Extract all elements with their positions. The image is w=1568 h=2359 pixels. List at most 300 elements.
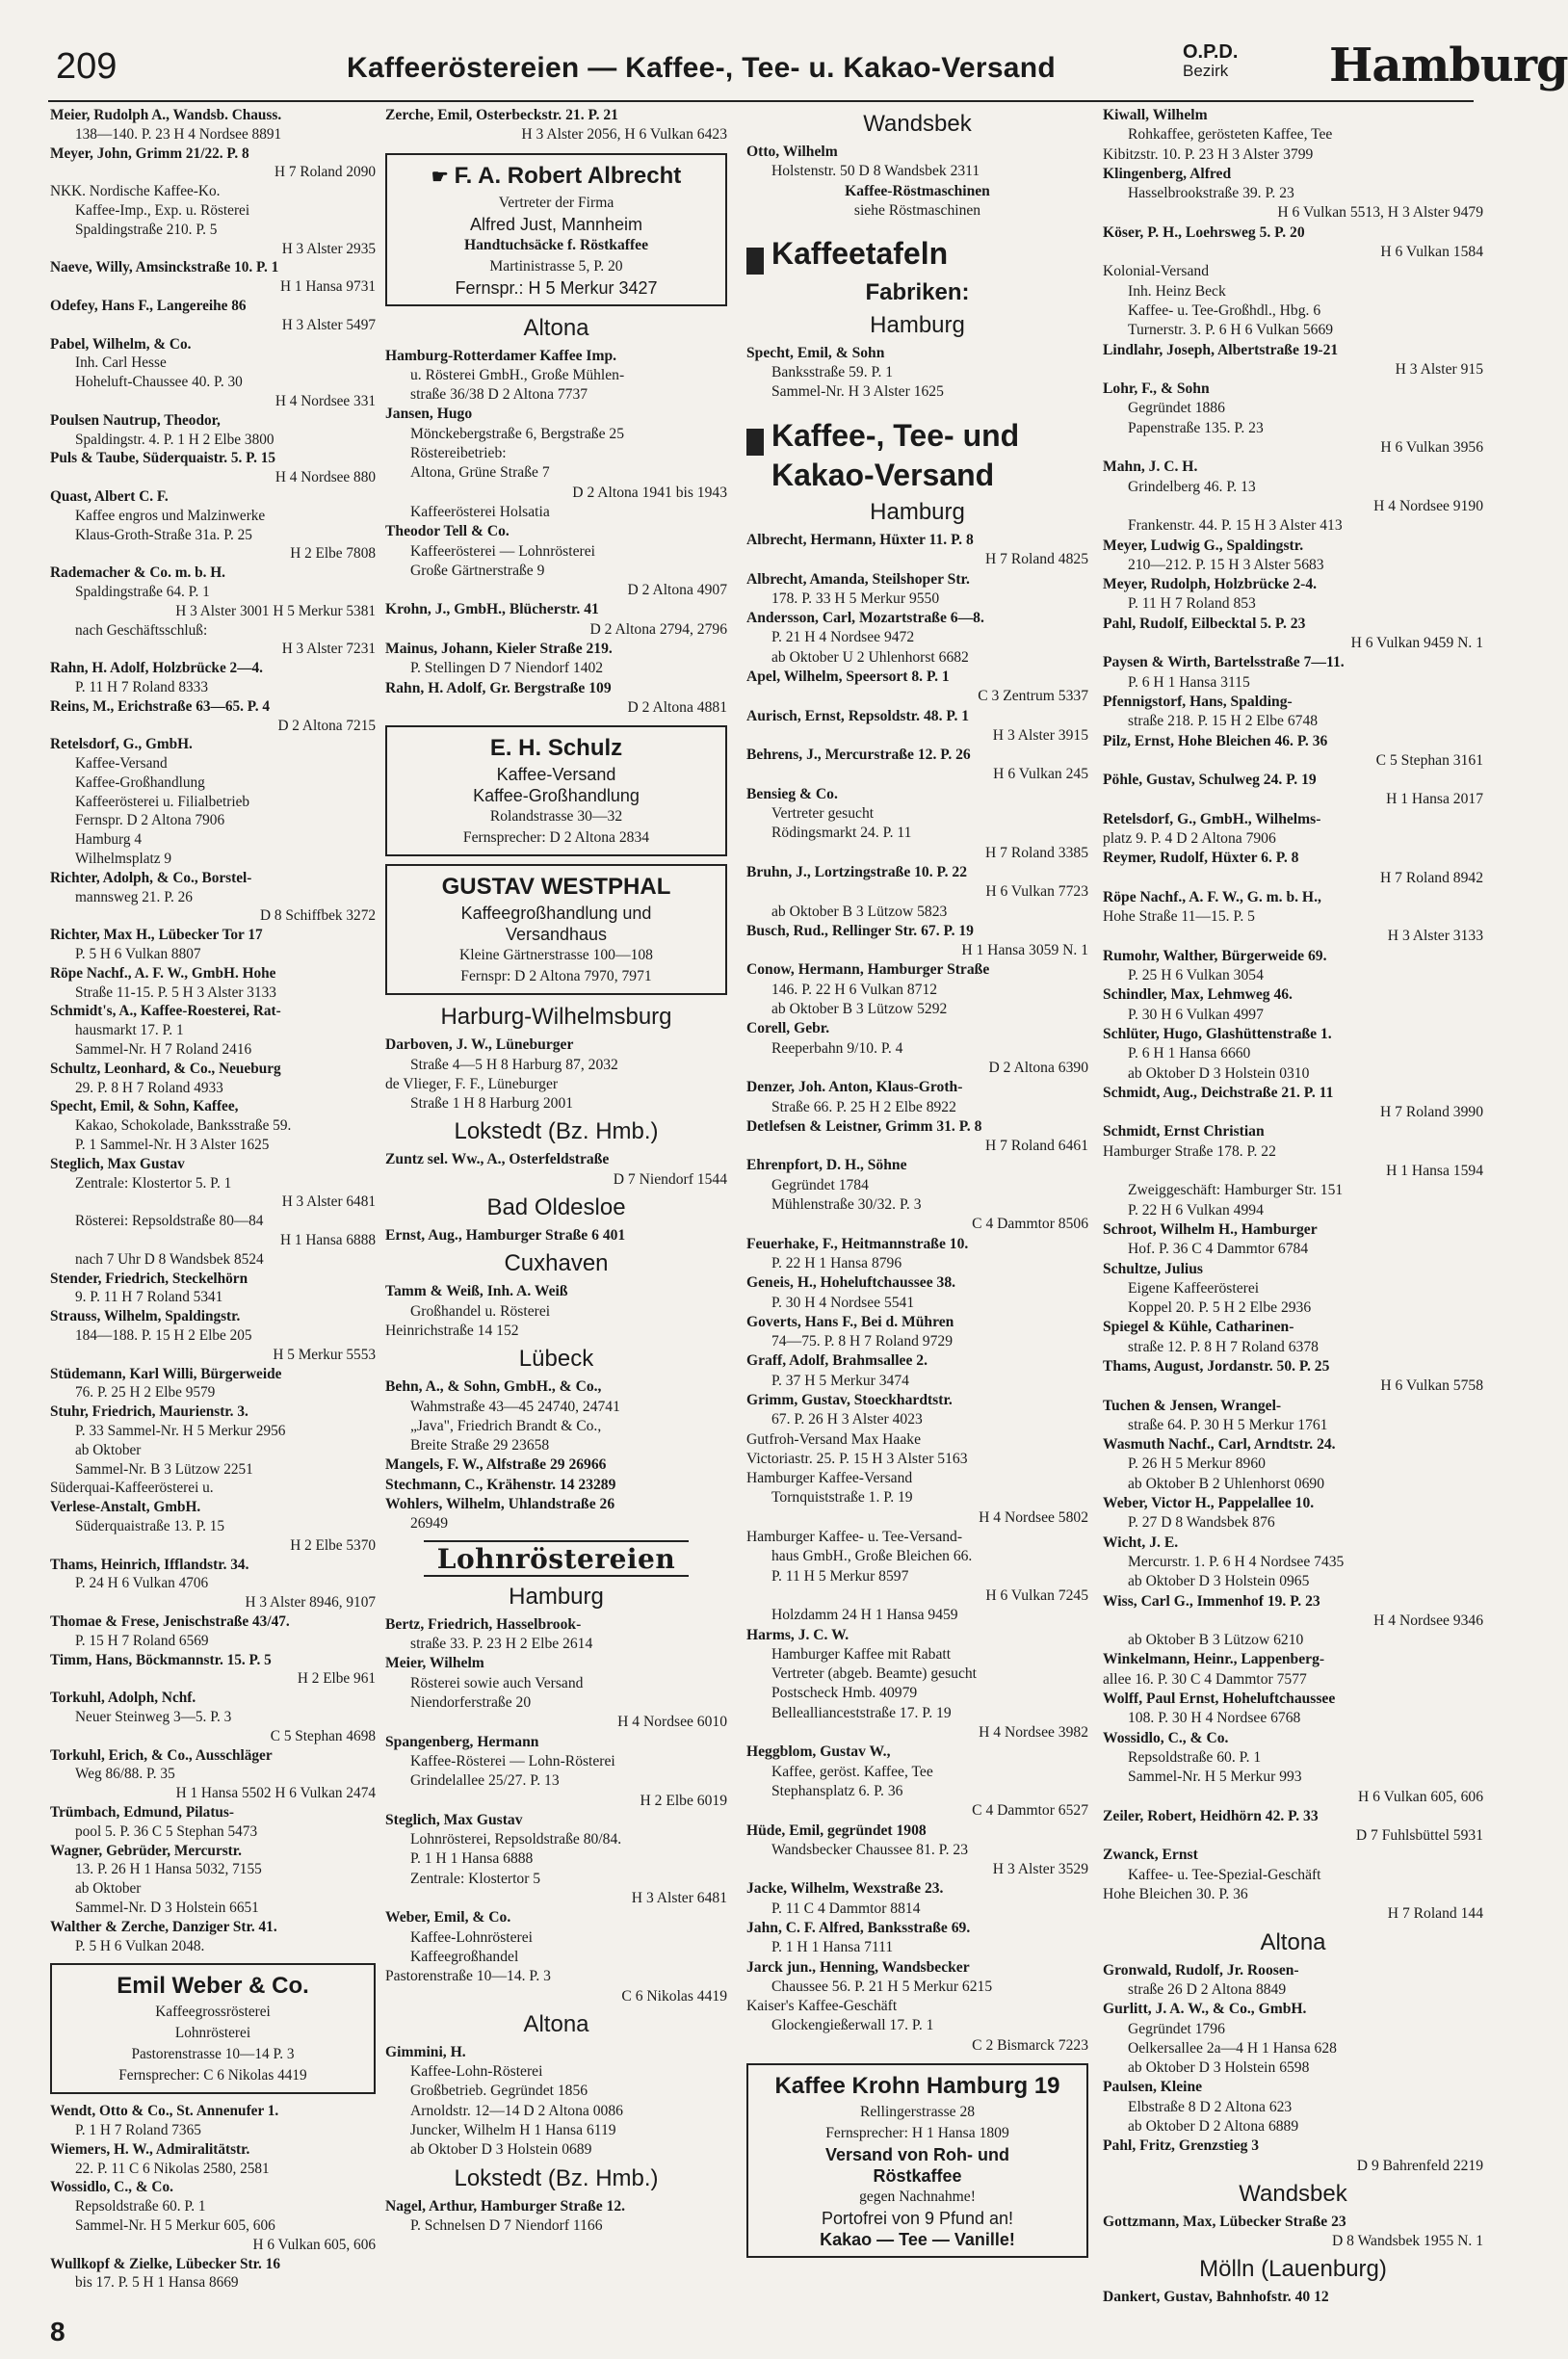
directory-line: Chaussee 56. P. 21 H 5 Merkur 6215 xyxy=(771,1978,993,1995)
directory-line: Thams, Heinrich, Ifflandstr. 34. xyxy=(50,1556,249,1573)
directory-line: Sammel-Nr. H 7 Roland 2416 xyxy=(75,1041,252,1059)
directory-line: H 6 Vulkan 9459 N. 1 xyxy=(1350,635,1483,652)
directory-line: P. 22 H 1 Hansa 8796 xyxy=(771,1254,902,1271)
directory-line: P. 5 H 6 Vulkan 8807 xyxy=(75,946,201,963)
directory-line: Kolonial-Versand xyxy=(1103,263,1209,280)
directory-line: Kibitzstr. 10. P. 23 H 3 Alster 3799 xyxy=(1103,145,1314,163)
ad-line: Fernsprecher: H 1 Hansa 1809 xyxy=(825,2125,1009,2142)
directory-line: H 1 Hansa 6888 xyxy=(280,1232,376,1249)
ad-box-eh-schulz xyxy=(385,725,727,856)
pointing-hand-icon: ☛ xyxy=(431,166,449,188)
directory-line: Jarck jun., Henning, Wandsbecker xyxy=(746,1958,970,1976)
directory-line: Wandsbecker Chaussee 81. P. 23 xyxy=(771,1841,969,1858)
column-2-oldesloe-entries xyxy=(385,1226,727,1245)
directory-line: Spaldingstraße 64. P. 1 xyxy=(75,583,210,600)
directory-line: H 7 Roland 3385 xyxy=(985,844,1088,861)
directory-line: C 4 Dammtor 6527 xyxy=(972,1802,1088,1820)
column-4-moelln-entries xyxy=(1103,2288,1483,2307)
directory-line: H 3 Alster 8946, 9107 xyxy=(245,1594,376,1612)
directory-line: P. 11 C 4 Dammtor 8814 xyxy=(771,1900,921,1917)
directory-line: P. 24 H 6 Vulkan 4706 xyxy=(75,1575,209,1592)
column-4 xyxy=(1103,106,1483,2308)
opd-text: O.P.D. xyxy=(1183,41,1239,63)
directory-line: Sammel-Nr. H 3 Alster 1625 xyxy=(771,383,944,401)
directory-line: Lohnrösterei, Repsoldstraße 80/84. xyxy=(410,1831,622,1848)
directory-line: Corell, Gebr. xyxy=(746,1020,830,1037)
column-3-versand-entries xyxy=(746,531,1088,2056)
directory-line: D 2 Altona 2794, 2796 xyxy=(589,620,727,638)
directory-line: Kakao, Schokolade, Banksstraße 59. xyxy=(75,1117,292,1135)
city-heading: Lokstedt (Bz. Hmb.) xyxy=(454,2164,659,2191)
directory-line: D 2 Altona 4907 xyxy=(627,582,727,599)
ad-box-gustav-westphal xyxy=(385,864,727,995)
directory-line: Niendorferstraße 20 xyxy=(410,1694,532,1712)
directory-line: Hamburg-Rotterdamer Kaffee Imp. xyxy=(385,347,617,364)
directory-line: „Java", Friedrich Brandt & Co., xyxy=(410,1417,602,1434)
directory-line: H 6 Vulkan 5513, H 3 Alster 9479 xyxy=(1277,204,1483,222)
directory-line: Behn, A., & Sohn, GmbH., & Co., xyxy=(385,1378,602,1396)
directory-line: P. 22 H 6 Vulkan 4994 xyxy=(1128,1201,1264,1219)
directory-line: 184—188. P. 15 H 2 Elbe 205 xyxy=(75,1327,252,1344)
directory-line: Odefey, Hans F., Langereihe 86 xyxy=(50,297,247,314)
directory-line: P. 6 H 1 Hansa 6660 xyxy=(1128,1045,1251,1062)
directory-line: Theodor Tell & Co. xyxy=(385,523,510,540)
directory-line: D 8 Wandsbek 1955 N. 1 xyxy=(1332,2233,1483,2250)
directory-line: Rösterei sowie auch Versand xyxy=(410,1674,584,1691)
directory-line: H 6 Vulkan 245 xyxy=(993,766,1088,783)
directory-line: Repsoldstraße 60. P. 1 xyxy=(75,2198,206,2215)
directory-line: Torkuhl, Adolph, Nchf. xyxy=(50,1690,196,1707)
directory-line: Albrecht, Hermann, Hüxter 11. P. 8 xyxy=(746,531,974,548)
directory-line: H 4 Nordsee 880 xyxy=(274,469,376,486)
directory-line: Inh. Carl Hesse xyxy=(75,354,167,372)
directory-line: 178. P. 33 H 5 Merkur 9550 xyxy=(771,590,940,607)
directory-line: 210—212. P. 15 H 3 Alster 5683 xyxy=(1128,556,1324,573)
directory-line: u. Rösterei GmbH., Große Mühlen- xyxy=(410,366,625,383)
city-heading: Hamburg xyxy=(509,1583,604,1610)
directory-line: H 7 Roland 6461 xyxy=(985,1138,1088,1155)
directory-line: straße 218. P. 15 H 2 Elbe 6748 xyxy=(1128,713,1319,730)
directory-line: Kaffee- u. Tee-Großhdl., Hbg. 6 xyxy=(1128,301,1321,319)
directory-line: Wendt, Otto & Co., St. Annenufer 1. xyxy=(50,2103,279,2120)
directory-line: H 3 Alster 5497 xyxy=(281,316,376,333)
directory-line: Juncker, Wilhelm H 1 Hansa 6119 xyxy=(410,2122,616,2138)
directory-line: straße 26 D 2 Altona 8849 xyxy=(1128,1980,1287,1998)
directory-line: P. 1 Sammel-Nr. H 3 Alster 1625 xyxy=(75,1137,270,1154)
directory-line: Kaffeerösterei Holsatia xyxy=(410,503,550,520)
directory-line: H 5 Merkur 5553 xyxy=(273,1346,376,1363)
directory-line: Wossidlo, C., & Co. xyxy=(50,2179,173,2196)
district-city: Hamburg xyxy=(1329,39,1568,92)
directory-line: ab Oktober B 3 Lützow 5292 xyxy=(771,1001,948,1018)
directory-line: Frankenstr. 44. P. 15 H 3 Alster 413 xyxy=(1128,517,1343,535)
directory-line: H 7 Roland 2090 xyxy=(274,164,376,181)
directory-line: C 5 Stephan 4698 xyxy=(270,1727,376,1744)
directory-line: Graff, Adolf, Brahmsallee 2. xyxy=(746,1352,928,1370)
directory-line: D 7 Niendorf 1544 xyxy=(613,1170,727,1188)
directory-line: P. 1 H 1 Hansa 7111 xyxy=(771,1939,894,1956)
section-kaffeetafeln xyxy=(746,234,1088,274)
directory-line: Kaffee, geröst. Kaffee, Tee xyxy=(771,1763,933,1780)
directory-line: Wiemers, H. W., Admiralitätstr. xyxy=(50,2140,250,2158)
directory-line: 138—140. P. 23 H 4 Nordsee 8891 xyxy=(75,125,282,143)
directory-line: Wilhelmsplatz 9 xyxy=(75,851,172,868)
ad-line: Kaffee-Großhandlung xyxy=(473,786,640,806)
directory-line: Timm, Hans, Böckmannstr. 15. P. 5 xyxy=(50,1651,272,1668)
directory-line: Pabel, Wilhelm, & Co. xyxy=(50,335,192,353)
city-heading: Bad Oldesloe xyxy=(486,1194,626,1221)
directory-line: Glockengießerwall 17. P. 1 xyxy=(771,2017,934,2034)
directory-line: ab Oktober U 2 Uhlenhorst 6682 xyxy=(771,648,969,666)
column-3 xyxy=(746,106,1088,2266)
column-1 xyxy=(50,106,376,2293)
ad-line: Alfred Just, Mannheim xyxy=(469,214,643,234)
directory-line: Grimm, Gustav, Stoeckhardtstr. xyxy=(746,1391,953,1408)
directory-line: Rohkaffee, gerösteten Kaffee, Tee xyxy=(1128,126,1333,144)
directory-line: Straße 11-15. P. 5 H 3 Alster 3133 xyxy=(75,983,276,1001)
column-4-wandsbek-entries xyxy=(1103,2213,1483,2252)
directory-line: Eigene Kaffeerösterei xyxy=(1128,1279,1260,1297)
city-heading: Cuxhaven xyxy=(504,1250,609,1277)
directory-line: Straße 66. P. 25 H 2 Elbe 8922 xyxy=(771,1098,956,1115)
city-heading: Harburg-Wilhelmsburg xyxy=(440,1004,672,1031)
directory-line: Feuerhake, F., Heitmannstraße 10. xyxy=(746,1235,969,1252)
ad-line: Versand von Roh- und xyxy=(824,2145,1009,2165)
directory-line: Röpe Nachf., A. F. W., GmbH. Hohe xyxy=(50,964,276,982)
directory-line: Steglich, Max Gustav xyxy=(50,1155,185,1172)
directory-line: Victoriastr. 25. P. 15 H 3 Alster 5163 xyxy=(746,1450,968,1467)
directory-line: Kaffee engros und Malzinwerke xyxy=(75,507,266,524)
section-heading: Lohnröstereien xyxy=(436,1542,676,1575)
directory-line: Kaffeerösterei — Lohnrösterei xyxy=(410,542,595,560)
directory-line: Meyer, Rudolph, Holzbrücke 2-4. xyxy=(1103,576,1318,593)
directory-line: Retelsdorf, G., GmbH., Wilhelms- xyxy=(1103,810,1321,827)
column-1-entries xyxy=(50,106,376,1955)
directory-line: H 6 Vulkan 5758 xyxy=(1380,1377,1483,1395)
directory-line: Meier, Wilhelm xyxy=(385,1655,484,1672)
directory-line: Apel, Wilhelm, Speersort 8. P. 1 xyxy=(746,668,950,685)
directory-line: Tamm & Weiß, Inh. A. Weiß xyxy=(385,1283,568,1300)
directory-line: straße 33. P. 23 H 2 Elbe 2614 xyxy=(410,1636,593,1653)
directory-line: Wasmuth Nachf., Carl, Arndtstr. 24. xyxy=(1103,1436,1336,1454)
directory-line: Spaldingstr. 4. P. 1 H 2 Elbe 3800 xyxy=(75,431,274,448)
divider xyxy=(424,1540,689,1542)
directory-line: Busch, Rud., Rellinger Str. 67. P. 19 xyxy=(746,922,974,939)
directory-line: Altona, Grüne Straße 7 xyxy=(410,464,550,482)
directory-line: 9. P. 11 H 7 Roland 5341 xyxy=(75,1289,223,1306)
column-2-cuxhaven-entries xyxy=(385,1282,727,1341)
directory-line: Elbstraße 8 D 2 Altona 623 xyxy=(1128,2098,1293,2115)
directory-line: Kaiser's Kaffee-Geschäft xyxy=(746,1998,898,2015)
directory-line: Zweiggeschäft: Hamburger Str. 151 xyxy=(1128,1182,1344,1199)
directory-line: Koppel 20. P. 5 H 2 Elbe 2936 xyxy=(1128,1299,1312,1317)
city-heading: Wandsbek xyxy=(863,111,972,137)
directory-line: Wicht, J. E. xyxy=(1103,1533,1179,1551)
directory-line: H 2 Elbe 961 xyxy=(297,1670,376,1688)
directory-line: Bensieg & Co. xyxy=(746,785,838,802)
directory-line: Stender, Friedrich, Steckelhörn xyxy=(50,1270,248,1287)
directory-line: Röstereibetrieb: xyxy=(410,445,507,462)
directory-line: Spangenberg, Hermann xyxy=(385,1733,539,1750)
directory-line: H 1 Hansa 9731 xyxy=(280,278,376,296)
ad-line: Fernspr.: H 5 Merkur 3427 xyxy=(455,277,658,298)
directory-line: Sammel-Nr. H 5 Merkur 605, 606 xyxy=(75,2217,275,2235)
directory-line: H 3 Alster 2935 xyxy=(281,240,376,257)
directory-line: Rumohr, Walther, Bürgerweide 69. xyxy=(1103,947,1327,964)
ad-line: Versandhaus xyxy=(505,925,608,945)
directory-line: H 6 Vulkan 3956 xyxy=(1380,439,1483,457)
directory-line: Richter, Adolph, & Co., Borstel- xyxy=(50,869,252,886)
ad-line: gegen Nachnahme! xyxy=(859,2189,976,2206)
directory-line: H 1 Hansa 2017 xyxy=(1386,791,1483,808)
directory-line: pool 5. P. 36 C 5 Stephan 5473 xyxy=(75,1822,258,1840)
directory-line: Arnoldstr. 12—14 D 2 Altona 0086 xyxy=(410,2102,623,2119)
directory-line: Kiwall, Wilhelm xyxy=(1103,107,1208,123)
directory-line: Pahl, Rudolf, Eilbecktal 5. P. 23 xyxy=(1103,615,1306,632)
directory-line: H 3 Alster 3915 xyxy=(992,726,1088,744)
directory-line: Hamburg 4 xyxy=(75,831,142,849)
directory-line: H 3 Alster 3133 xyxy=(1387,928,1483,945)
directory-line: Köser, P. H., Loehrsweg 5. P. 20 xyxy=(1103,223,1305,241)
directory-line: 76. P. 25 H 2 Elbe 9579 xyxy=(75,1384,216,1402)
directory-line: Tuchen & Jensen, Wrangel- xyxy=(1103,1397,1282,1414)
directory-line: 22. P. 11 C 6 Nikolas 2580, 2581 xyxy=(75,2160,270,2177)
directory-line: straße 36/38 D 2 Altona 7737 xyxy=(410,386,588,404)
ad-line: Handtuchsäcke f. Röstkaffee xyxy=(463,236,649,253)
directory-line: Süderquai-Kaffeerösterei u. xyxy=(50,1480,214,1497)
directory-line: Hasselbrookstraße 39. P. 23 xyxy=(1128,185,1294,202)
directory-line: Zwanck, Ernst xyxy=(1103,1847,1198,1864)
directory-line: Denzer, Joh. Anton, Klaus-Groth- xyxy=(746,1079,963,1096)
directory-line: Pöhle, Gustav, Schulweg 24. P. 19 xyxy=(1103,772,1317,789)
directory-line: P. 30 H 6 Vulkan 4997 xyxy=(1128,1006,1264,1023)
directory-line: Jansen, Hugo xyxy=(385,406,473,423)
directory-line: Gegründet 1796 xyxy=(1128,2020,1225,2037)
directory-line: Stephansplatz 6. P. 36 xyxy=(771,1782,903,1799)
directory-line: P. 11 H 7 Roland 853 xyxy=(1128,595,1256,613)
directory-line: bis 17. P. 5 H 1 Hansa 8669 xyxy=(75,2274,239,2292)
opd-label xyxy=(1183,42,1238,81)
directory-line: Krohn, J., GmbH., Blücherstr. 41 xyxy=(385,601,599,618)
directory-line: Gegründet 1784 xyxy=(771,1176,869,1193)
directory-line: ab Oktober D 3 Holstein 0689 xyxy=(410,2141,592,2159)
directory-line: D 2 Altona 6390 xyxy=(988,1059,1088,1076)
directory-line: Walther & Zerche, Danziger Str. 41. xyxy=(50,1918,277,1935)
column-2-lokstedt-entries xyxy=(385,1150,727,1190)
directory-line: Weg 86/88. P. 35 xyxy=(75,1766,175,1783)
directory-line: Stuhr, Friedrich, Maurienstr. 3. xyxy=(50,1403,248,1421)
directory-line: mannsweg 21. P. 26 xyxy=(75,888,193,905)
ad-box-emil-weber xyxy=(50,1963,376,2094)
directory-line: Belleallianceststraße 17. P. 19 xyxy=(771,1704,952,1721)
ad-line: Lohnrösterei xyxy=(174,2025,251,2042)
directory-line: ab Oktober D 3 Holstein 0310 xyxy=(1128,1064,1310,1082)
directory-line: P. 21 H 4 Nordsee 9472 xyxy=(771,629,915,646)
directory-line: Turnerstr. 3. P. 6 H 6 Vulkan 5669 xyxy=(1128,322,1334,339)
section-heading: Kaffee-, Tee- und xyxy=(771,417,1020,453)
column-3-fabriken-entries xyxy=(746,344,1088,403)
directory-line: Mühlenstraße 30/32. P. 3 xyxy=(771,1196,922,1214)
directory-line: H 3 Alster 6481 xyxy=(281,1193,376,1211)
ad-line: Pastorenstrasse 10—14 P. 3 xyxy=(131,2046,295,2063)
directory-line: Kaffee- u. Tee-Spezial-Geschäft xyxy=(1128,1866,1321,1883)
directory-line: Hüde, Emil, gegründet 1908 xyxy=(746,1822,927,1839)
directory-line: Ernst, Aug., Hamburger Straße 6 401 xyxy=(385,1227,626,1245)
directory-line: Heggblom, Gustav W., xyxy=(746,1743,891,1761)
ad-line: Martinistrasse 5, P. 20 xyxy=(489,257,623,275)
ad-name: E. H. Schulz xyxy=(489,735,623,762)
directory-line: Zentrale: Klostertor 5. P. 1 xyxy=(75,1174,232,1192)
directory-line: H 3 Alster 3529 xyxy=(992,1861,1088,1878)
directory-line: Schindler, Max, Lehmweg 46. xyxy=(1103,986,1293,1004)
directory-line: Banksstraße 59. P. 1 xyxy=(771,363,894,380)
directory-line: Spaldingstraße 210. P. 5 xyxy=(75,221,218,238)
directory-line: Reymer, Rudolf, Hüxter 6. P. 8 xyxy=(1103,850,1299,867)
column-4-altona-entries xyxy=(1103,1961,1483,2176)
directory-line: Richter, Max H., Lübecker Tor 17 xyxy=(50,927,263,944)
directory-line: H 2 Elbe 7808 xyxy=(290,545,376,563)
directory-line: Pahl, Fritz, Grenzstieg 3 xyxy=(1103,2137,1260,2155)
directory-line: 67. P. 26 H 3 Alster 4023 xyxy=(771,1411,923,1429)
directory-line: Wagner, Gebrüder, Mercurstr. xyxy=(50,1842,242,1859)
section-marker-icon xyxy=(746,248,764,275)
column-2-lokstedt2-entries xyxy=(385,2197,727,2237)
directory-line: Pilz, Ernst, Hohe Bleichen 46. P. 36 xyxy=(1103,732,1328,749)
directory-line: H 7 Roland 144 xyxy=(1387,1905,1483,1923)
ad-line: Rolandstrasse 30—32 xyxy=(489,808,623,826)
directory-line: Mercurstr. 1. P. 6 H 4 Nordsee 7435 xyxy=(1128,1553,1345,1570)
directory-line: C 2 Bismarck 7223 xyxy=(972,2036,1088,2054)
column-3-wandsbek-entries xyxy=(746,143,1088,182)
directory-line: Bertz, Friedrich, Hasselbrook- xyxy=(385,1615,582,1633)
directory-line: H 6 Vulkan 7245 xyxy=(985,1586,1088,1604)
subheading: Fabriken: xyxy=(865,278,970,305)
directory-line: 74—75. P. 8 H 7 Roland 9729 xyxy=(771,1333,953,1350)
directory-line: Mainus, Johann, Kieler Straße 219. xyxy=(385,641,613,658)
directory-line: Neuer Steinweg 3—5. P. 3 xyxy=(75,1708,232,1725)
directory-line: H 7 Roland 8942 xyxy=(1380,869,1483,886)
directory-line: H 1 Hansa 1594 xyxy=(1386,1163,1483,1180)
directory-line: Pastorenstraße 10—14. P. 3 xyxy=(385,1968,551,1985)
directory-line: Winkelmann, Heinr., Lappenberg- xyxy=(1103,1651,1325,1668)
directory-line: Behrens, J., Mercurstraße 12. P. 26 xyxy=(746,747,971,764)
directory-line: Thomae & Frese, Jenischstraße 43/47. xyxy=(50,1612,290,1630)
directory-line: P. 1 H 1 Hansa 6888 xyxy=(410,1850,534,1868)
directory-line: H 6 Vulkan 605, 606 xyxy=(1357,1788,1483,1805)
directory-line: Pfennigstorf, Hans, Spalding- xyxy=(1103,693,1293,710)
directory-line: Torkuhl, Erich, & Co., Ausschläger xyxy=(50,1746,273,1764)
directory-line: P. 15 H 7 Roland 6569 xyxy=(75,1632,209,1649)
ad-line: Fernspr: D 2 Altona 7970, 7971 xyxy=(460,968,652,985)
directory-line: straße 64. P. 30 H 5 Merkur 1761 xyxy=(1128,1416,1328,1433)
directory-line: Conow, Hermann, Hamburger Straße xyxy=(746,961,990,979)
directory-line: Mahn, J. C. H. xyxy=(1103,459,1198,476)
directory-line: D 7 Fuhlsbüttel 5931 xyxy=(1355,1827,1483,1845)
directory-line: H 4 Nordsee 9346 xyxy=(1373,1612,1483,1629)
directory-line: Gottzmann, Max, Lübecker Straße 23 xyxy=(1103,2213,1346,2230)
directory-line: Zerche, Emil, Osterbeckstr. 21. P. 21 xyxy=(385,107,618,123)
directory-line: Vertreter (abgeb. Beamte) gesucht xyxy=(771,1665,978,1683)
directory-line: NKK. Nordische Kaffee-Ko. xyxy=(50,183,221,200)
directory-line: P. 27 D 8 Wandsbek 876 xyxy=(1128,1514,1275,1532)
directory-line: P. 6 H 1 Hansa 3115 xyxy=(1128,673,1250,691)
directory-line: Naeve, Willy, Amsinckstraße 10. P. 1 xyxy=(50,259,279,276)
directory-line: Albrecht, Amanda, Steilshoper Str. xyxy=(746,570,970,588)
directory-line: Hohe Straße 11—15. P. 5 xyxy=(1103,908,1255,926)
directory-line: P. Schnelsen D 7 Niendorf 1166 xyxy=(410,2216,603,2234)
directory-line: Lindlahr, Joseph, Albertstraße 19-21 xyxy=(1103,341,1339,358)
directory-line: Große Gärtnerstraße 9 xyxy=(410,562,545,579)
directory-line: Geneis, H., Hoheluftchaussee 38. xyxy=(746,1274,956,1292)
directory-line: H 6 Vulkan 1584 xyxy=(1380,244,1483,261)
directory-line: Reeperbahn 9/10. P. 4 xyxy=(771,1039,903,1057)
directory-line: Wahmstraße 43—45 24740, 24741 xyxy=(410,1398,620,1415)
directory-line: Hamburger Straße 178. P. 22 xyxy=(1103,1142,1276,1160)
ad-name: Emil Weber & Co. xyxy=(117,1973,309,2000)
directory-line: Zuntz sel. Ww., A., Osterfeldstraße xyxy=(385,1151,610,1168)
directory-line: D 2 Altona 7215 xyxy=(277,717,376,734)
ad-box-robert-albrecht xyxy=(385,153,727,306)
directory-line: Kaffee-Lohnrösterei xyxy=(410,1928,533,1946)
directory-line: D 8 Schiffbek 3272 xyxy=(260,907,376,925)
directory-line: Kaffeegroßhandel xyxy=(410,1948,519,1965)
directory-line: P. 11 H 7 Roland 8333 xyxy=(75,678,208,695)
directory-line: Specht, Emil, & Sohn, Kaffee, xyxy=(50,1098,239,1115)
directory-line: H 3 Alster 2056, H 6 Vulkan 6423 xyxy=(521,126,727,144)
directory-line: Sammel-Nr. D 3 Holstein 6651 xyxy=(75,1899,259,1916)
directory-line: H 7 Roland 4825 xyxy=(985,551,1088,568)
directory-line: Vertreter gesucht xyxy=(771,805,875,823)
city-heading: Mölln (Lauenburg) xyxy=(1199,2256,1387,2283)
directory-line: ab Oktober D 2 Altona 6889 xyxy=(1128,2117,1299,2135)
page-title: Kaffeeröstereien — Kaffee-, Tee- u. Kakao-Versand xyxy=(347,52,1057,84)
directory-line: nach 7 Uhr D 8 Wandsbek 8524 xyxy=(75,1250,264,1268)
directory-line: P. 30 H 4 Nordsee 5541 xyxy=(771,1294,915,1311)
directory-line: Repsoldstraße 60. P. 1 xyxy=(1128,1748,1262,1766)
page-number: 209 xyxy=(56,46,118,87)
column-2 xyxy=(385,106,727,2236)
directory-line: Zeiler, Robert, Heidhörn 42. P. 33 xyxy=(1103,1807,1319,1824)
section-marker-icon xyxy=(746,429,764,456)
directory-line: Schultz, Leonhard, & Co., Neueburg xyxy=(50,1060,281,1077)
directory-line: ab Oktober xyxy=(75,1441,142,1458)
directory-line: P. 25 H 6 Vulkan 3054 xyxy=(1128,967,1264,984)
directory-line: Gurlitt, J. A. W., & Co., GmbH. xyxy=(1103,2001,1307,2018)
directory-line: Mönckebergstraße 6, Bergstraße 25 xyxy=(410,425,625,442)
directory-line: Detlefsen & Leistner, Grimm 31. P. 8 xyxy=(746,1117,982,1135)
directory-line: P. 11 H 5 Merkur 8597 xyxy=(771,1567,909,1585)
directory-line: P. 1 H 7 Roland 7365 xyxy=(75,2122,201,2139)
directory-line: Postscheck Hmb. 40979 xyxy=(771,1685,918,1702)
directory-line: Zentrale: Klostertor 5 xyxy=(410,1870,541,1887)
directory-line: haus GmbH., Große Bleichen 66. xyxy=(771,1548,973,1565)
ad-line: Kaffeegroßhandlung und xyxy=(460,904,652,924)
directory-line: P. 37 H 5 Merkur 3474 xyxy=(771,1372,909,1389)
directory-line: ab Oktober xyxy=(75,1880,142,1898)
directory-line: ab Oktober B 3 Lützow 6210 xyxy=(1128,1632,1304,1649)
directory-line: H 4 Nordsee 6010 xyxy=(617,1714,727,1731)
directory-line: Rahn, H. Adolf, Holzbrücke 2—4. xyxy=(50,660,263,677)
ad-name-text: F. A. Robert Albrecht xyxy=(454,162,682,189)
directory-line: H 2 Elbe 5370 xyxy=(290,1536,376,1554)
directory-line: Hamburger Kaffee-Versand xyxy=(746,1470,913,1487)
directory-line: Sammel-Nr. B 3 Lützow 2251 xyxy=(75,1460,253,1478)
directory-line: H 7 Roland 3990 xyxy=(1380,1104,1483,1121)
directory-line: H 4 Nordsee 9190 xyxy=(1373,497,1483,514)
directory-line: Gutfroh-Versand Max Haake xyxy=(746,1430,921,1448)
city-heading: Altona xyxy=(1260,1928,1326,1955)
directory-line: Retelsdorf, G., GmbH. xyxy=(50,736,193,753)
